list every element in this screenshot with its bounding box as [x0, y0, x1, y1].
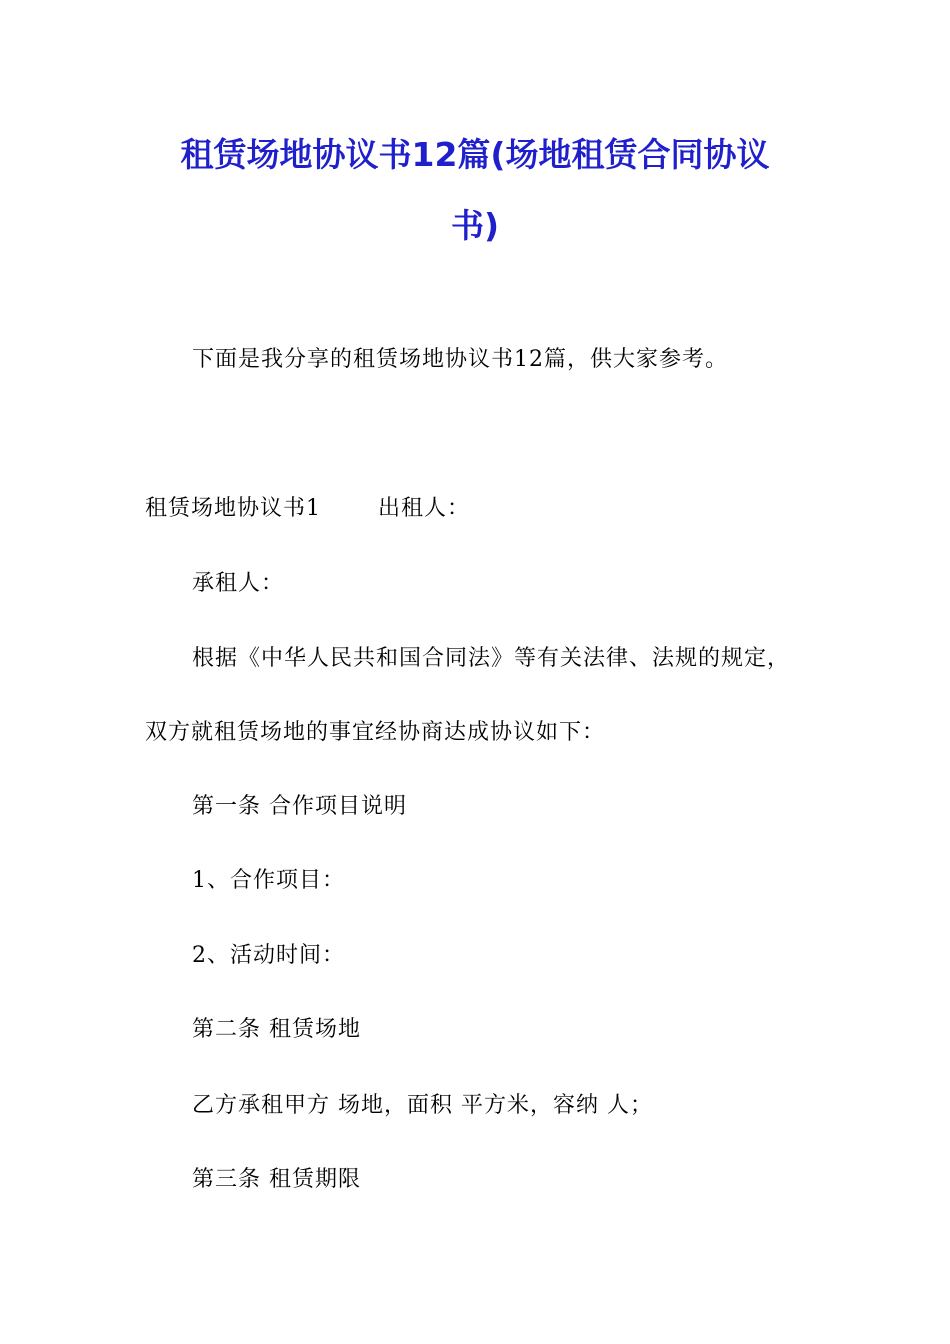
intro-paragraph: 下面是我分享的租赁场地协议书12篇，供大家参考。: [192, 347, 728, 372]
list-item: 2、活动时间：: [192, 943, 345, 968]
document-title-line-2: 书): [450, 206, 500, 245]
list-item: 1、合作项目：: [192, 868, 345, 893]
lessor-field: 出租人：: [378, 496, 471, 521]
section-heading: 租赁场地协议书1: [145, 496, 321, 521]
paragraph-line: 双方就租赁场地的事宜经协商达成协议如下：: [145, 720, 606, 745]
article-heading: 第一条 合作项目说明: [192, 794, 407, 819]
article-heading: 第二条 租赁场地: [192, 1017, 361, 1042]
lessee-field: 承租人：: [192, 571, 285, 596]
article-heading: 第三条 租赁期限: [192, 1167, 361, 1192]
document-title-line-1: 租赁场地协议书12篇(场地租赁合同协议: [180, 135, 770, 174]
paragraph-line: 根据《中华人民共和国合同法》等有关法律、法规的规定，: [192, 646, 791, 671]
paragraph-line: 乙方承租甲方 场地，面积 平方米，容纳 人；: [192, 1093, 653, 1118]
